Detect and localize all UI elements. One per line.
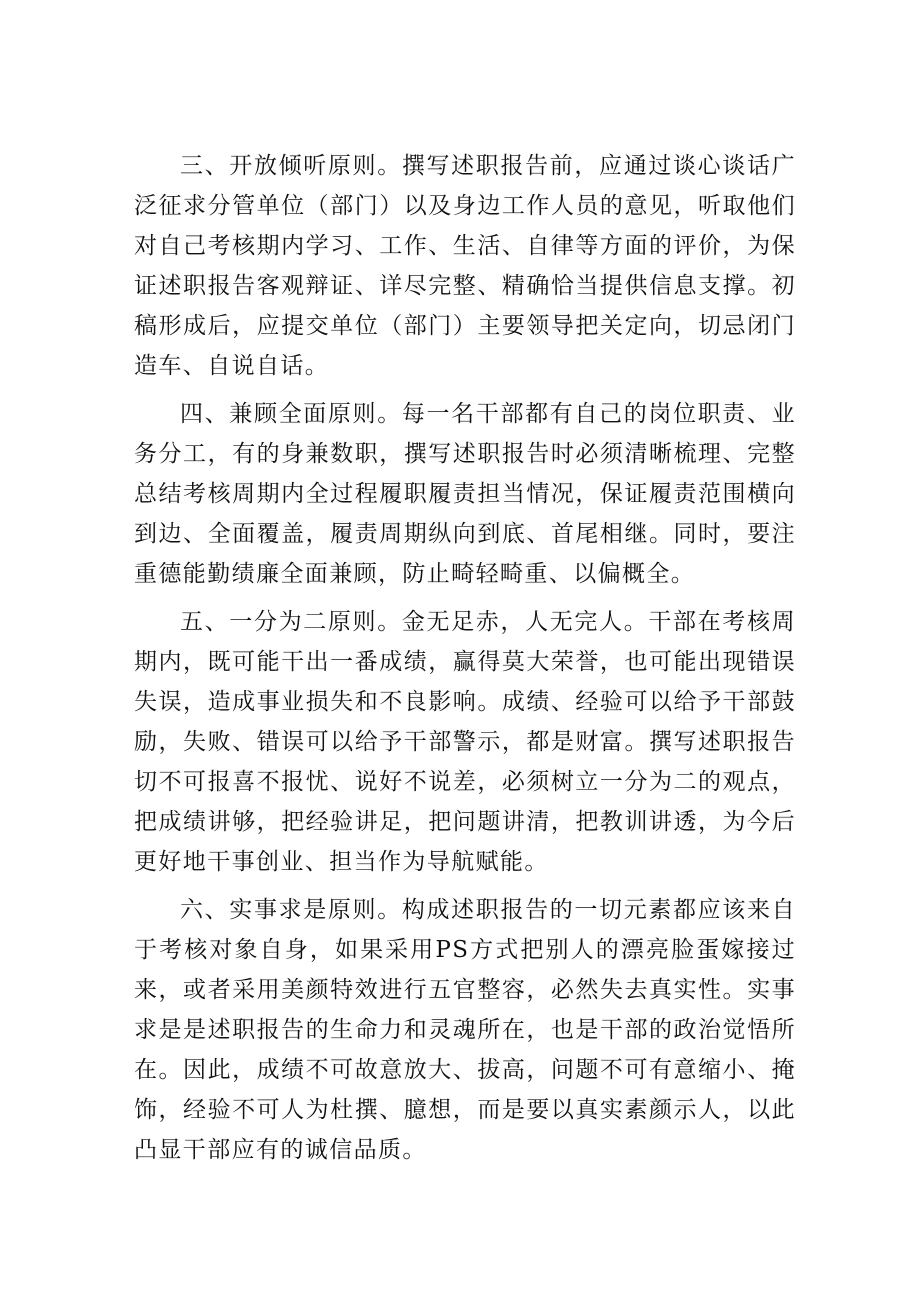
paragraph-comprehensive: 四、兼顾全面原则。每一名干部都有自己的岗位职责、业务分工，有的身兼数职，撰写述职报告时必须清晰梳理、完整总结考核周期内全过程履职履责担当情况，保证履责范围横向到边、全面覆盖，履责周期纵向到底、首尾相继。同时，要注重德能勤绩廉全面兼顾，防止畸轻畸重、以偏概全。 bbox=[134, 401, 796, 587]
paragraph-one-divides-into-two: 五、一分为二原则。金无足赤，人无完人。干部在考核周期内，既可能干出一番成绩，赢得莫大荣誉，也可能出现错误失误，造成事业损失和不良影响。成绩、经验可以给予干部鼓励，失败、错误可以给予干部警示，都是财富。撰写述职报告切不可报喜不报忧、说好不说差，必须树立一分为二的观点，把成绩讲够，把经验讲足，把问题讲清，把教训讲透，为今后更好地干事创业、担当作为导航赋能。 bbox=[134, 609, 796, 875]
paragraph-open-listening: 三、开放倾听原则。撰写述职报告前，应通过谈心谈话广泛征求分管单位（部门）以及身边工作人员的意见，听取他们对自己考核期内学习、工作、生活、自律等方面的评价，为保证述职报告客观辩证、详尽完整、精确恰当提供信息支撑。初稿形成后，应提交单位（部门）主要领导把关定向，切忌闭门造车、自说自话。 bbox=[134, 153, 796, 379]
paragraph-seek-truth: 六、实事求是原则。构成述职报告的一切元素都应该来自于考核对象自身，如果采用PS方式把别人的漂亮脸蛋嫁接过来，或者采用美颜特效进行五官整容，必然失去真实性。实事求是是述职报告的生命力和灵魂所在，也是干部的政治觉悟所在。因此，成绩不可故意放大、拔高，问题不可有意缩小、掩饰，经验不可人为杜撰、臆想，而是要以真实素颜示人，以此凸显干部应有的诚信品质。 bbox=[134, 897, 796, 1163]
document-body bbox=[134, 146, 796, 1178]
